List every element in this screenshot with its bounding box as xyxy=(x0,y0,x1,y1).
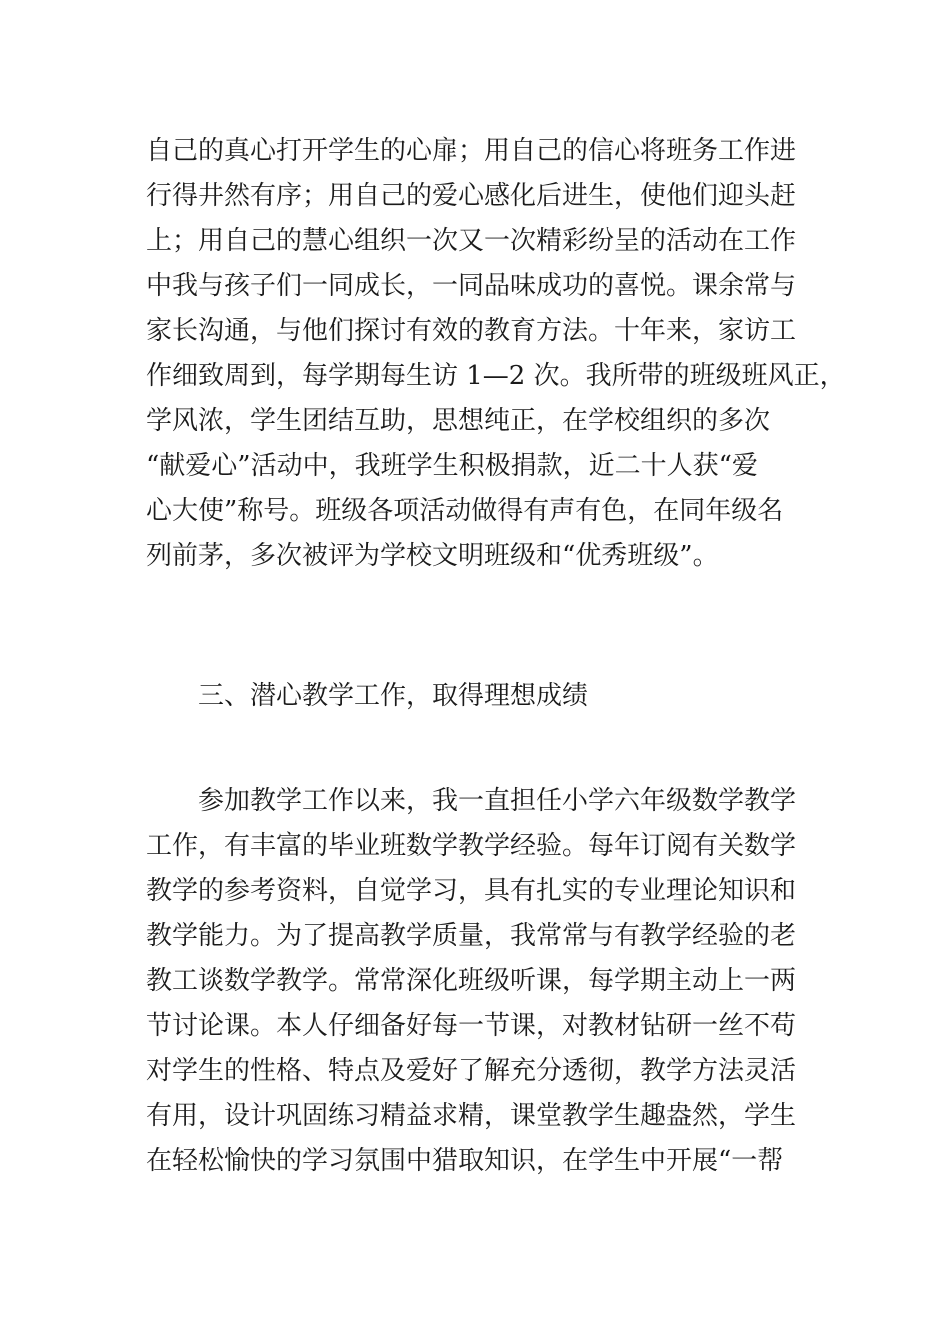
paragraph-1-line-5: 家长沟通，与他们探讨有效的教育方法。十年来，家访工 xyxy=(146,316,797,346)
paragraph-2-line-7: 对学生的性格、特点及爱好了解充分透彻，教学方法灵活 xyxy=(146,1056,797,1086)
paragraph-1-line-4: 中我与孩子们一同成长，一同品味成功的喜悦。课余常与 xyxy=(146,271,797,301)
paragraph-2-line-6: 节讨论课。本人仔细备好每一节课，对教材钻研一丝不苟 xyxy=(146,1011,797,1041)
paragraph-2-line-3: 教学的参考资料，自觉学习，具有扎实的专业理论知识和 xyxy=(146,876,797,906)
paragraph-1-line-9: 心大使”称号。班级各项活动做得有声有色，在同年级名 xyxy=(146,496,784,526)
section-heading: 三、潜心教学工作，取得理想成绩 xyxy=(198,681,589,711)
paragraph-1-line-1: 自己的真心打开学生的心扉；用自己的信心将班务工作进 xyxy=(146,136,797,166)
paragraph-1-line-2: 行得井然有序；用自己的爱心感化后进生，使他们迎头赶 xyxy=(146,181,797,211)
paragraph-2-line-2: 工作，有丰富的毕业班数学教学经验。每年订阅有关数学 xyxy=(146,831,797,861)
paragraph-1-line-10: 列前茅，多次被评为学校文明班级和“优秀班级”。 xyxy=(146,541,719,571)
paragraph-1-line-8: “献爱心”活动中，我班学生积极捐款，近二十人获“爱 xyxy=(146,451,758,481)
paragraph-2-line-9: 在轻松愉快的学习氛围中猎取知识，在学生中开展“一帮 xyxy=(146,1146,784,1176)
paragraph-1-line-7: 学风浓，学生团结互助，思想纯正，在学校组织的多次 xyxy=(146,406,771,436)
paragraph-1-line-6: 作细致周到，每学期每生访 1—2 次。我所带的班级班风正， xyxy=(146,361,846,391)
paragraph-1-line-3: 上；用自己的慧心组织一次又一次精彩纷呈的活动在工作 xyxy=(146,226,797,256)
paragraph-2-line-1: 参加教学工作以来，我一直担任小学六年级数学教学 xyxy=(198,786,797,816)
paragraph-2-line-5: 教工谈数学教学。常常深化班级听课，每学期主动上一两 xyxy=(146,966,797,996)
paragraph-2-line-4: 教学能力。为了提高教学质量，我常常与有教学经验的老 xyxy=(146,921,797,951)
paragraph-2-line-8: 有用，设计巩固练习精益求精，课堂教学生趣盎然，学生 xyxy=(146,1101,797,1131)
